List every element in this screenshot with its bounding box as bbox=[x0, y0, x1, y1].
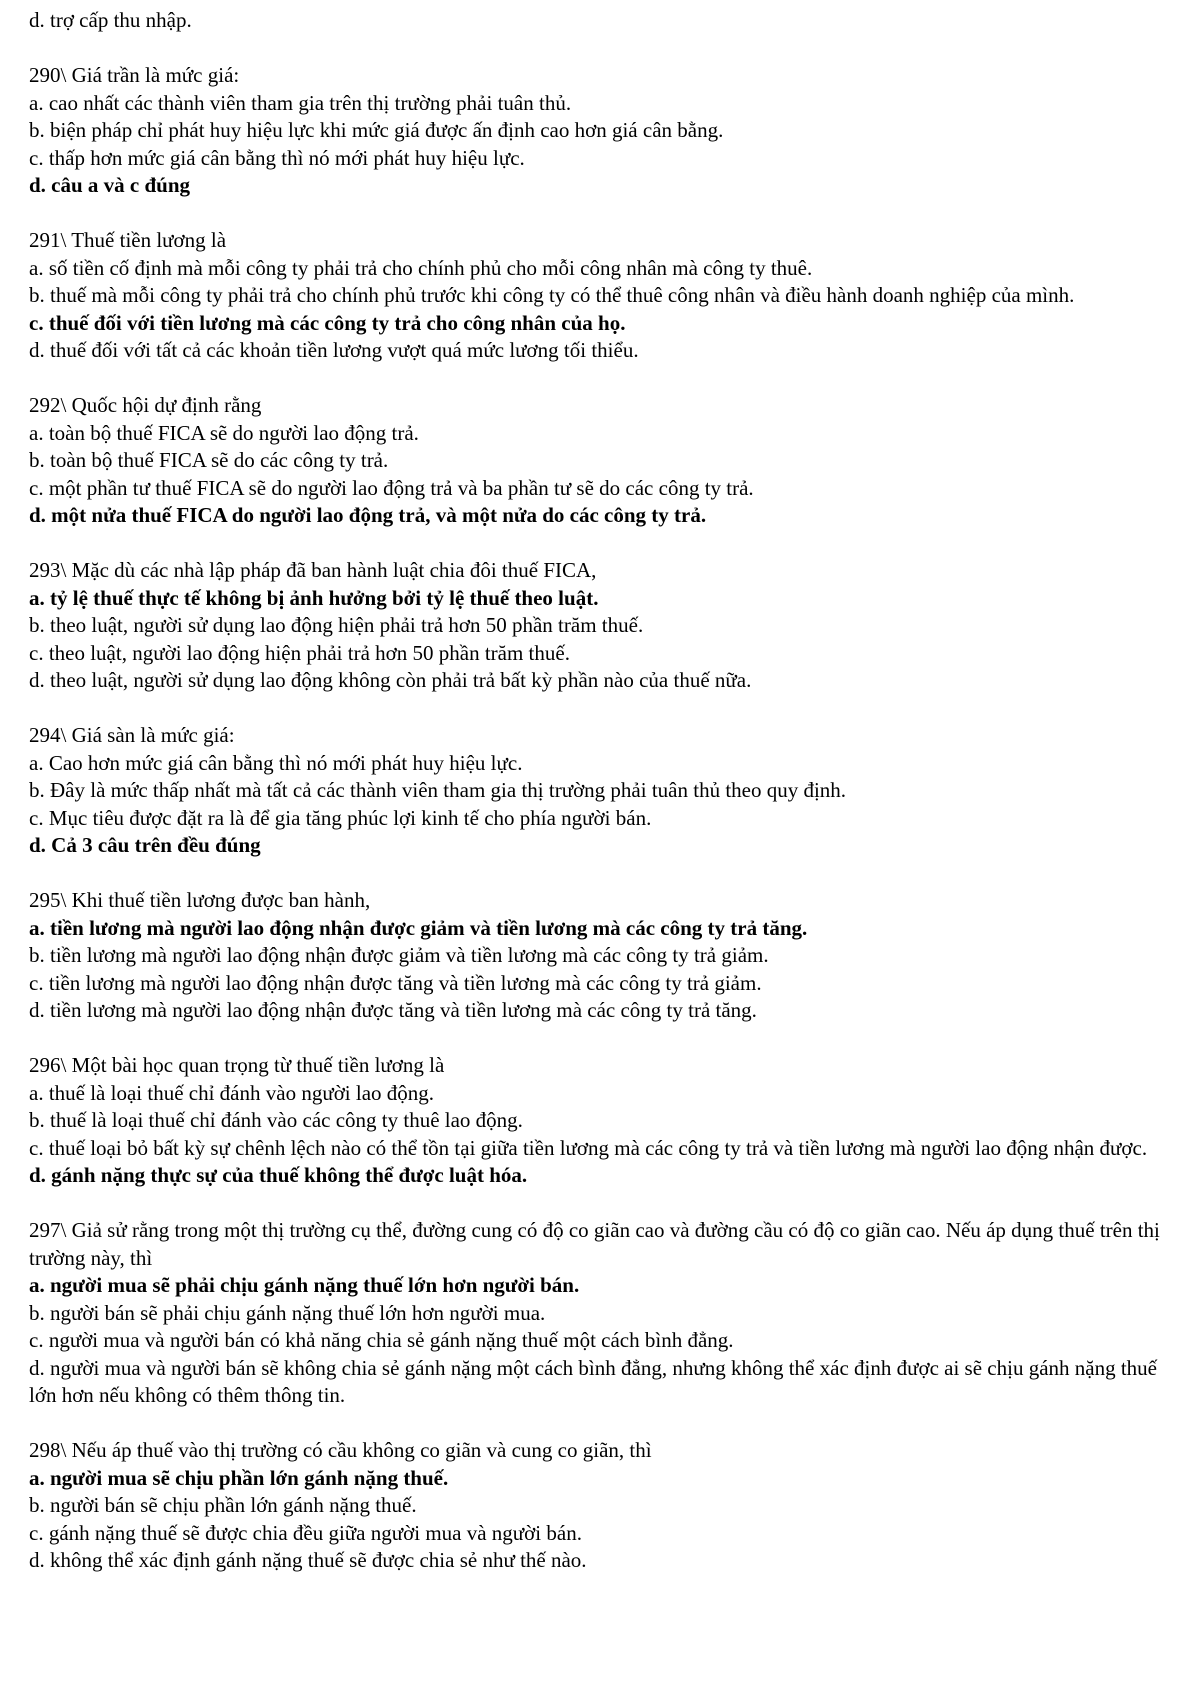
question-stem: 291\ Thuế tiền lương là bbox=[29, 228, 227, 252]
answer-option: c. theo luật, người lao động hiện phải trả hơn 50 phần trăm thuế. bbox=[29, 640, 570, 665]
correct-answer-option: a. tiền lương mà người lao động nhận được giảm và tiền lương mà các công ty trả tăng. bbox=[29, 915, 808, 940]
question-stem: 290\ Giá trần là mức giá: bbox=[29, 63, 240, 87]
correct-answer-option: a. tỷ lệ thuế thực tế không bị ảnh hưởng bởi tỷ lệ thuế theo luật. bbox=[29, 585, 599, 610]
answer-option: b. theo luật, người sử dụng lao động hiện phải trả hơn 50 phần trăm thuế. bbox=[29, 613, 644, 637]
question-block bbox=[29, 62, 1169, 200]
answer-option: a. Cao hơn mức giá cân bằng thì nó mới phát huy hiệu lực. bbox=[29, 750, 523, 775]
answer-option: b. người bán sẽ chịu phần lớn gánh nặng thuế. bbox=[29, 1493, 417, 1517]
answer-option: c. gánh nặng thuế sẽ được chia đều giữa người mua và người bán. bbox=[29, 1520, 582, 1545]
correct-answer-option: d. câu a và c đúng bbox=[29, 173, 191, 197]
correct-answer-option: c. thuế đối với tiền lương mà các công ty trả cho công nhân của họ. bbox=[29, 310, 626, 335]
question-stem: 295\ Khi thuế tiền lương được ban hành, bbox=[29, 888, 371, 912]
question-block bbox=[29, 1217, 1169, 1410]
question-block bbox=[29, 227, 1169, 365]
question-stem: 292\ Quốc hội dự định rằng bbox=[29, 393, 262, 417]
correct-answer-option: d. gánh nặng thực sự của thuế không thể được luật hóa. bbox=[29, 1163, 528, 1187]
question-block bbox=[29, 557, 1169, 695]
answer-option: a. thuế là loại thuế chỉ đánh vào người lao động. bbox=[29, 1080, 435, 1105]
answer-option: c. Mục tiêu được đặt ra là để gia tăng phúc lợi kinh tế cho phía người bán. bbox=[29, 805, 652, 830]
answer-option: b. tiền lương mà người lao động nhận được giảm và tiền lương mà các công ty trả giảm. bbox=[29, 943, 769, 967]
question-block bbox=[29, 1052, 1169, 1190]
question-block bbox=[29, 722, 1169, 860]
answer-option: a. số tiền cố định mà mỗi công ty phải trả cho chính phủ cho mỗi công nhân mà công ty thuê. bbox=[29, 255, 813, 280]
answer-option: c. một phần tư thuế FICA sẽ do người lao động trả và ba phần tư sẽ do các công ty trả. bbox=[29, 475, 754, 500]
question-stem: 294\ Giá sàn là mức giá: bbox=[29, 723, 235, 747]
answer-option: c. thuế loại bỏ bất kỳ sự chênh lệch nào có thể tồn tại giữa tiền lương mà các công ty trả và tiền lương mà người lao động nhận được. bbox=[29, 1135, 1148, 1160]
question-block bbox=[29, 887, 1169, 1025]
answer-option: b. thuế là loại thuế chỉ đánh vào các công ty thuê lao động. bbox=[29, 1108, 523, 1132]
answer-option: b. biện pháp chỉ phát huy hiệu lực khi mức giá được ấn định cao hơn giá cân bằng. bbox=[29, 118, 724, 142]
answer-option: b. người bán sẽ phải chịu gánh nặng thuế lớn hơn người mua. bbox=[29, 1300, 546, 1325]
answer-option: b. Đây là mức thấp nhất mà tất cả các thành viên tham gia thị trường phải tuân thủ theo quy định. bbox=[29, 778, 847, 802]
question-stem: 297\ Giả sử rằng trong một thị trường cụ thể, đường cung có độ co giãn cao và đường cầu có độ co giãn cao. Nếu áp dụng thuế trên thị trường này, thì bbox=[29, 1218, 1160, 1270]
correct-answer-option: d. Cả 3 câu trên đều đúng bbox=[29, 833, 261, 857]
correct-answer-option: a. người mua sẽ chịu phần lớn gánh nặng thuế. bbox=[29, 1465, 449, 1490]
question-stem: 293\ Mặc dù các nhà lập pháp đã ban hành luật chia đôi thuế FICA, bbox=[29, 558, 597, 582]
answer-option: a. toàn bộ thuế FICA sẽ do người lao động trả. bbox=[29, 420, 419, 445]
question-list bbox=[29, 62, 1169, 1575]
answer-option: c. người mua và người bán có khả năng chia sẻ gánh nặng thuế một cách bình đẳng. bbox=[29, 1328, 734, 1352]
answer-option: b. toàn bộ thuế FICA sẽ do các công ty trả. bbox=[29, 448, 389, 472]
question-stem: 296\ Một bài học quan trọng từ thuế tiền lương là bbox=[29, 1053, 445, 1077]
answer-option: a. cao nhất các thành viên tham gia trên thị trường phải tuân thủ. bbox=[29, 90, 572, 115]
answer-option: d. không thể xác định gánh nặng thuế sẽ được chia sẻ như thế nào. bbox=[29, 1548, 587, 1572]
correct-answer-option: a. người mua sẽ phải chịu gánh nặng thuế lớn hơn người bán. bbox=[29, 1273, 580, 1297]
answer-option: d. tiền lương mà người lao động nhận được tăng và tiền lương mà các công ty trả tăng. bbox=[29, 998, 757, 1022]
question-block bbox=[29, 392, 1169, 530]
correct-answer-option: d. một nửa thuế FICA do người lao động trả, và một nửa do các công ty trả. bbox=[29, 503, 707, 527]
answer-option: c. thấp hơn mức giá cân bằng thì nó mới phát huy hiệu lực. bbox=[29, 145, 525, 170]
previous-question-tail: d. trợ cấp thu nhập. bbox=[29, 8, 192, 32]
answer-option: d. thuế đối với tất cả các khoản tiền lương vượt quá mức lương tối thiểu. bbox=[29, 338, 639, 362]
question-stem: 298\ Nếu áp thuế vào thị trường có cầu không co giãn và cung co giãn, thì bbox=[29, 1438, 652, 1462]
answer-option: c. tiền lương mà người lao động nhận được tăng và tiền lương mà các công ty trả giảm. bbox=[29, 970, 762, 995]
document-page bbox=[29, 7, 1169, 1575]
answer-option: b. thuế mà mỗi công ty phải trả cho chính phủ trước khi công ty có thể thuê công nhân và điều hành doanh nghiệp của mình. bbox=[29, 283, 1075, 307]
answer-option: d. theo luật, người sử dụng lao động không còn phải trả bất kỳ phần nào của thuế nữa. bbox=[29, 668, 752, 692]
answer-option: d. người mua và người bán sẽ không chia sẻ gánh nặng một cách bình đẳng, nhưng không thể xác định được ai sẽ chịu gánh nặng thuế lớn hơn nếu không có thêm thông tin. bbox=[29, 1355, 1158, 1407]
question-block bbox=[29, 1437, 1169, 1575]
